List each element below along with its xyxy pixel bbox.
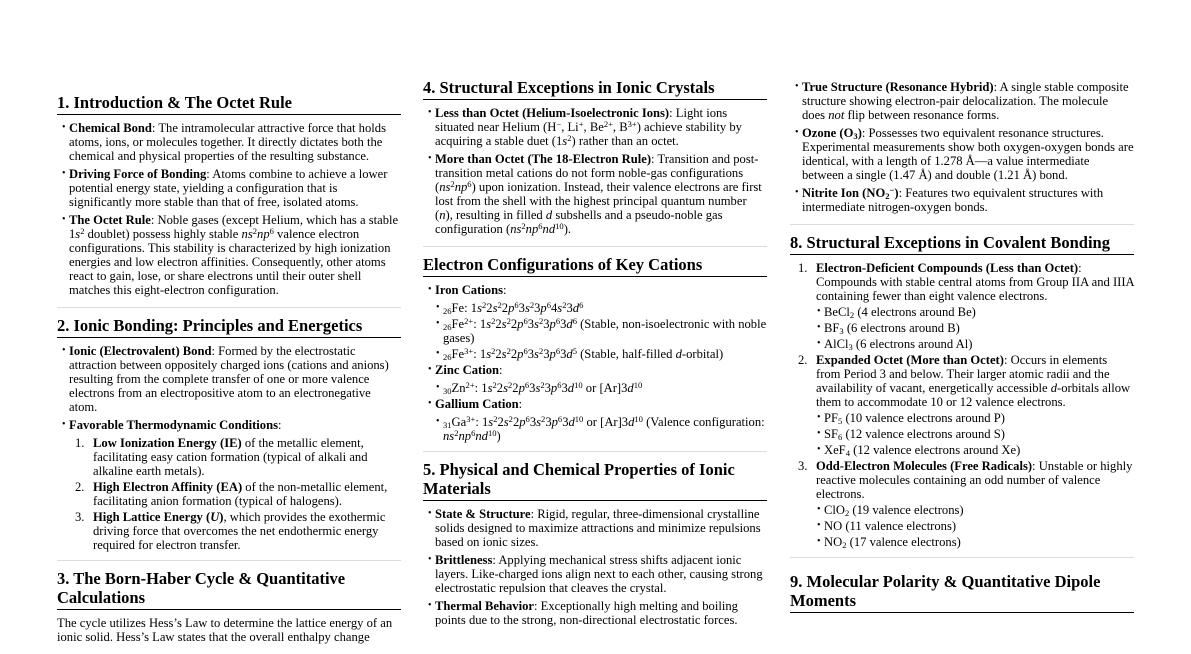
example-item: • $BF_3$ (6 electrons around B) — [790, 321, 1134, 335]
section-ionic-properties — [423, 452, 767, 637]
section-born-haber — [57, 561, 401, 654]
condition-item: 2. High Electron Affinity (EA) of the non-metallic element, facilitating anion formation (typical of halogens). — [75, 480, 388, 508]
bullet-brittleness: • Brittleness: Applying mechanical stress shifts adjacent ionic layers. Like-charged ions align next to each other, causing strong electrostatic repulsion that cleaves the crystal. — [423, 553, 767, 595]
column-3 — [790, 80, 1134, 625]
bullet-zinc-cation: • Zinc Cation: — [423, 363, 767, 377]
section-title: 8. Structural Exceptions in Covalent Bonding — [790, 233, 1134, 255]
bullet-iron-cations: • Iron Cations: — [423, 283, 767, 297]
column-1 — [57, 93, 401, 654]
config-fe2: • $_{26}Fe^{2+}$: $1s^22s^22p^63s^23p^63d^6$ (Stable, non-isoelectronic with noble gases) — [423, 317, 767, 345]
example-item: • $SF_6$ (12 valence electrons around S) — [790, 427, 1134, 441]
bullet-more-than-octet: • More than Octet (The 18-Electron Rule): Transition and post-transition metal cations do not form noble-gas configurations $(ns^2np^6)$ upon ionization. Instead, their valence electrons are first lost from the shell with the highest principal quantum number (n), resulting in filled d subshells and a pseudo-noble gas configuration $(ns^2np^6nd^{10})$. — [423, 152, 767, 236]
section-title: 5. Physical and Chemical Properties of Ionic Materials — [423, 460, 767, 501]
example-item: • BeCl$_2$ (4 electrons around Be) — [790, 305, 1134, 319]
bullet-driving-force: • Driving Force of Bonding: Atoms combine to achieve a lower potential energy state, yielding a configuration that is significantly more stable than that of free, isolated atoms. — [57, 167, 401, 209]
section-title: 2. Ionic Bonding: Principles and Energetics — [57, 316, 401, 338]
bullet-less-than-octet: • Less than Octet (Helium-Isoelectronic Ions): Light ions situated near Helium (H−, Li+, $Be^{2+}$, $B^{3+}$) achieve stability by acquiring a stable duet $(1s^2)$ rather than an octet. — [423, 106, 767, 148]
bullet-thermo-conditions: • Favorable Thermodynamic Conditions: — [57, 418, 401, 432]
section-title: Electron Configurations of Key Cations — [423, 255, 767, 277]
bullet-ozone: • Ozone $(O_3)$: Possesses two equivalent resonance structures. Experimental measurements show both oxygen-oxygen bonds are identical, with a length of 1.278 Å—a value intermediate between a single (1.47 Å) and double (1.21 Å) bond. — [790, 126, 1134, 182]
exception-item: 1. Electron-Deficient Compounds (Less than Octet): Compounds with stable central atoms from Group IIA and IIIA containing fewer than eight valence electrons. — [798, 261, 1134, 303]
paragraph: The cycle utilizes Hess’s Law to determine the lattice energy of an ionic solid. Hess’s Law states that the overall enthalpy change — [57, 616, 393, 644]
bullet-nitrite: • Nitrite Ion $(NO_2^-)$: Features two equivalent structures with intermediate nitrogen-oxygen bonds. — [790, 186, 1134, 214]
example-item: • NO (11 valence electrons) — [790, 519, 1134, 533]
bullet-ionic-bond: • Ionic (Electrovalent) Bond: Formed by the electrostatic attraction between oppositely charged ions (cations and anions) resulting from the complete transfer of one or more valence electrons from an electropositive atom to an electronegative atom. — [57, 344, 401, 414]
example-item: • ClO$_2$ (19 valence electrons) — [790, 503, 1134, 517]
bullet-resonance-hybrid: • True Structure (Resonance Hybrid): A single stable composite structure showing electron-pair delocalization. The molecule does not flip between resonance forms. — [790, 80, 1134, 122]
condition-item: 3. High Lattice Energy (U), which provides the exothermic driving force that overcomes the net endothermic energy required for electron transfer. — [75, 510, 386, 552]
example-item: • $PF_5$ (10 valence electrons around P) — [790, 411, 1134, 425]
bullet-octet-rule: • The Octet Rule: Noble gases (except Helium, which has a stable $1s^2$ doublet) possess highly stable $ns^2np^6$ valence electron configurations. This stability is characterized by high ionization energies and low electron affinities. Consequently, other atoms react to gain, lose, or share electrons until their outer shell matches this eight-electron configuration. — [57, 213, 401, 297]
section-introduction — [57, 93, 401, 308]
config-ga3: • $_{31}Ga^{3+}$: $1s^22s^22p^63s^23p^63d^{10}$ or $[Ar]3d^{10}$ (Valence configuration: $ns^2np^6nd^{10}$) — [423, 415, 767, 443]
exception-item: 3. Odd-Electron Molecules (Free Radicals): Unstable or highly reactive molecules containing an odd number of valence electrons. — [798, 459, 1133, 501]
exception-item: 2. Expanded Octet (More than Octet): Occurs in elements from Period 3 and below. Their larger atomic radii and the availability of vacant, energetically accessible d-orbitals allow them to accommodate 10 or 12 valence electrons. — [798, 353, 1131, 409]
section-ionic-exceptions — [423, 78, 767, 247]
section-molecular-polarity — [790, 558, 1134, 625]
config-fe3: • $_{26}Fe^{3+}$: $1s^22s^22p^63s^23p^63d^5$ (Stable, half-filled d-orbital) — [423, 347, 767, 361]
section-title: 3. The Born-Haber Cycle & Quantitative Calculations — [57, 569, 401, 610]
example-item: • XeF$_4$ (12 valence electrons around Xe) — [790, 443, 1134, 457]
config-fe: • $_{26}$Fe: $1s^22s^22p^63s^23p^64s^23d^6$ — [423, 301, 767, 315]
section-title: 9. Molecular Polarity & Quantitative Dipole Moments — [790, 572, 1134, 613]
column-2 — [423, 78, 767, 637]
example-item: • $NO_2$ (17 valence electrons) — [790, 535, 1134, 549]
section-covalent-exceptions — [790, 225, 1134, 558]
config-zn2: • $_{30}Zn^{2+}$: $1s^22s^22p^63s^23p^63d^{10}$ or $[Ar]3d^{10}$ — [423, 381, 767, 395]
section-title: 1. Introduction & The Octet Rule — [57, 93, 401, 115]
section-ionic-bonding — [57, 308, 401, 561]
bullet-thermal-behavior: • Thermal Behavior: Exceptionally high melting and boiling points due to the strong, non-directional electrostatic forces. — [423, 599, 767, 627]
section-resonance-continued — [790, 80, 1134, 225]
bullet-chemical-bond: • Chemical Bond: The intramolecular attractive force that holds atoms, ions, or molecules together. It directly dictates both the chemical and physical properties of the resulting substance. — [57, 121, 401, 163]
section-cation-configs — [423, 247, 767, 452]
example-item: • AlCl$_3$ (6 electrons around Al) — [790, 337, 1134, 351]
section-title: 4. Structural Exceptions in Ionic Crystals — [423, 78, 767, 100]
bullet-state-structure: • State & Structure: Rigid, regular, three-dimensional crystalline solids designed to maximize attractions and minimize repulsions based on ionic sizes. — [423, 507, 767, 549]
bullet-gallium-cation: • Gallium Cation: — [423, 397, 767, 411]
condition-item: 1. Low Ionization Energy (IE) of the metallic element, facilitating easy cation formation (typical of alkali and alkaline earth metals). — [75, 436, 368, 478]
